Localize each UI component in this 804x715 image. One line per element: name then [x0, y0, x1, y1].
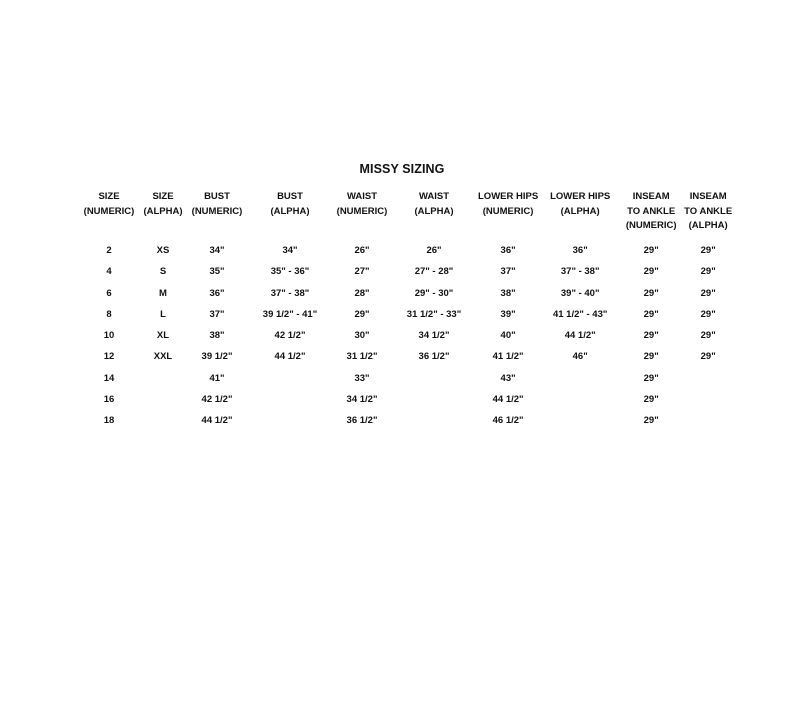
table-cell: 29" [643, 394, 659, 406]
table-cell: 34 1/2" [346, 394, 378, 406]
table-cell: 35" [209, 266, 225, 278]
table-cell: 14 [103, 372, 115, 384]
header-line: (ALPHA) [143, 205, 183, 217]
table-cell: 26" [354, 245, 370, 256]
table-cell: 39 1/2" - 41" [262, 308, 318, 320]
table-cell: 29" - 30" [414, 287, 454, 299]
table-cell: 41" [209, 372, 225, 384]
header-line: SIZE [98, 191, 120, 202]
table-cell: 31 1/2" - 33" [406, 308, 462, 320]
table-row [80, 410, 736, 431]
header-line: (NUMERIC) [83, 205, 135, 217]
table-cell [538, 389, 622, 410]
table-row [80, 304, 736, 325]
header-line: BUST [277, 191, 303, 202]
table-cell: XS [156, 245, 170, 256]
header-row [80, 190, 736, 240]
table-cell: 29" [700, 266, 716, 278]
table-cell: 44 1/2" [201, 415, 233, 427]
table-cell [390, 368, 478, 389]
table-cell: XXL [153, 351, 173, 363]
table-cell: 38" [209, 330, 225, 342]
header-line: (ALPHA) [688, 220, 728, 231]
table-cell: 44 1/2" [492, 394, 524, 406]
table-cell: 33" [354, 372, 370, 384]
table-cell: 34" [282, 245, 298, 256]
table-cell: 31 1/2" [346, 351, 378, 363]
table-cell: 29" [700, 308, 716, 320]
column-header [538, 190, 622, 240]
table-cell: 26" [426, 245, 442, 256]
column-header [138, 190, 188, 240]
header-line: (NUMERIC) [482, 205, 534, 217]
header-line: (NUMERIC) [191, 205, 243, 217]
table-row [80, 346, 736, 367]
table-cell [138, 410, 188, 431]
table-cell [138, 389, 188, 410]
table-cell [390, 389, 478, 410]
column-header [680, 190, 736, 240]
table-row [80, 261, 736, 282]
table-cell: 37" - 38" [270, 287, 310, 299]
header-line: (NUMERIC) [625, 220, 677, 231]
table-cell: 29" [643, 308, 659, 320]
table-cell: 29" [700, 245, 716, 256]
table-cell: 29" [700, 287, 716, 299]
table-cell: 44 1/2" [564, 330, 596, 342]
table-cell: 39" - 40" [560, 287, 600, 299]
header-line: BUST [204, 191, 230, 202]
table-cell: 27" [354, 266, 370, 278]
table-cell: 41 1/2" - 43" [552, 308, 608, 320]
header-line: (ALPHA) [414, 205, 454, 217]
header-line: (NUMERIC) [336, 205, 388, 217]
table-cell: 37" - 38" [560, 266, 600, 278]
table-cell: 46 1/2" [492, 415, 524, 427]
table-cell: 42 1/2" [274, 330, 306, 342]
table-cell: 44 1/2" [274, 351, 306, 363]
table-row [80, 389, 736, 410]
table-cell [538, 368, 622, 389]
header-line: INSEAM [689, 191, 727, 202]
sizing-table [80, 190, 736, 432]
table-cell: 29" [700, 351, 716, 363]
table-cell: 12 [103, 351, 115, 363]
table-cell: 28" [354, 287, 370, 299]
header-line: LOWER HIPS [478, 191, 539, 202]
table-cell: 42 1/2" [201, 394, 233, 406]
table-cell: L [160, 308, 166, 320]
table-cell [390, 410, 478, 431]
header-line: TO ANKLE [627, 205, 676, 217]
column-header [188, 190, 246, 240]
table-cell: 36" [209, 287, 225, 299]
table-cell: 43" [500, 372, 516, 384]
column-header [478, 190, 538, 240]
table-cell: 29" [354, 308, 370, 320]
header-line: (ALPHA) [270, 205, 310, 217]
table-cell: 10 [103, 330, 115, 342]
table-cell: 36 1/2" [346, 415, 378, 427]
table-row [80, 368, 736, 389]
table-cell [138, 368, 188, 389]
table-row [80, 325, 736, 346]
column-header [80, 190, 138, 240]
table-cell: 36 1/2" [418, 351, 450, 363]
table-row [80, 240, 736, 261]
table-cell: M [159, 287, 167, 299]
header-line: WAIST [418, 191, 450, 202]
table-cell: 37" [500, 266, 516, 278]
table-cell: XL [156, 330, 170, 342]
table-cell: 8 [106, 308, 112, 320]
table-cell [680, 368, 736, 389]
header-line: TO ANKLE [684, 205, 733, 217]
table-cell: 16 [103, 394, 115, 406]
table-cell [680, 389, 736, 410]
table-cell [538, 410, 622, 431]
table-cell: 29" [643, 330, 659, 342]
table-cell: 39 1/2" [201, 351, 233, 363]
table-cell: S [159, 266, 167, 278]
table-cell: 29" [700, 330, 716, 342]
table-cell: 27" - 28" [414, 266, 454, 278]
table-cell: 36" [572, 245, 588, 256]
table-cell: 29" [643, 372, 659, 384]
table-cell: 29" [643, 245, 659, 256]
column-header [246, 190, 334, 240]
table-cell: 29" [643, 287, 659, 299]
table-cell: 29" [643, 266, 659, 278]
header-line: INSEAM [632, 191, 670, 202]
table-cell: 4 [106, 266, 112, 278]
table-cell: 18 [103, 415, 115, 427]
table-cell [680, 410, 736, 431]
header-line: WAIST [346, 191, 378, 202]
table-cell [246, 410, 334, 431]
header-line: SIZE [152, 191, 174, 202]
table-cell [246, 368, 334, 389]
header-line: LOWER HIPS [550, 191, 611, 202]
table-cell: 46" [572, 351, 588, 363]
table-cell: 29" [643, 351, 659, 363]
table-cell: 34" [209, 245, 225, 256]
column-header [622, 190, 680, 240]
table-cell: 30" [354, 330, 370, 342]
column-header [390, 190, 478, 240]
table-cell [246, 389, 334, 410]
table-cell: 38" [500, 287, 516, 299]
column-header [334, 190, 390, 240]
table-cell: 41 1/2" [492, 351, 524, 363]
table-cell: 34 1/2" [418, 330, 450, 342]
table-cell: 35" - 36" [270, 266, 310, 278]
table-row [80, 283, 736, 304]
header-line: (ALPHA) [560, 205, 600, 217]
table-cell: 39" [500, 308, 516, 320]
table-cell: 40" [500, 330, 516, 342]
table-cell: 6 [106, 287, 112, 299]
table-cell: 37" [209, 308, 225, 320]
table-cell: 36" [500, 245, 516, 256]
table-cell: 2 [106, 245, 112, 256]
table-cell: 29" [643, 415, 659, 427]
page-title: MISSY SIZING [359, 162, 445, 176]
